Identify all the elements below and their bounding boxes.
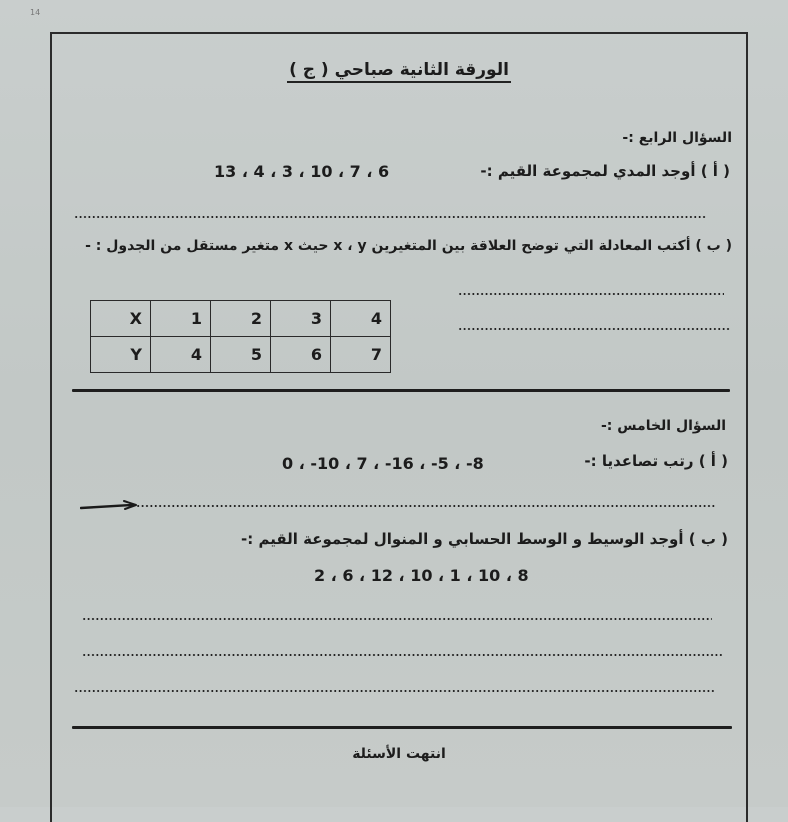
question5-part-b-label: ( ب ) xyxy=(688,530,728,548)
question5-part-a-values: 0 ، -10 ، 7 ، -16 ، -5 ، -8 xyxy=(282,454,484,473)
answer-line[interactable] xyxy=(136,505,716,507)
answer-line[interactable] xyxy=(74,216,706,218)
section-divider xyxy=(72,726,732,729)
question4-part-a-label: ( أ ) xyxy=(700,162,730,180)
table-cell: 7 xyxy=(331,337,391,373)
question5-part-b-text: أوجد الوسيط و الوسط الحسابي و المنوال لمجموعة القيم :- xyxy=(241,530,684,548)
question5-heading: السؤال الخامس :- xyxy=(600,418,726,434)
table-cell: 2 xyxy=(211,301,271,337)
table-cell: 6 xyxy=(271,337,331,373)
question5-part-a xyxy=(584,452,728,470)
question4-heading: السؤال الرابع :- xyxy=(622,130,732,146)
answer-line[interactable] xyxy=(82,654,722,656)
question4-part-a-values: 13 ، 4 ، 3 ، 10 ، 7 ، 6 xyxy=(214,162,390,181)
answer-line[interactable] xyxy=(458,293,724,295)
page-title-text: الورقة الثانية صباحي ( ج ) xyxy=(287,60,511,83)
xy-values-table xyxy=(90,300,391,373)
table-row-y xyxy=(91,337,391,373)
table-row-x xyxy=(91,301,391,337)
table-header-y: Y xyxy=(91,337,151,373)
table-cell: 4 xyxy=(151,337,211,373)
page-number-mark: 14 xyxy=(30,8,41,17)
question4-part-a xyxy=(480,162,730,180)
handwritten-arrow-icon xyxy=(80,500,140,512)
question5-part-a-label: ( أ ) xyxy=(698,452,728,470)
table-header-x: X xyxy=(91,301,151,337)
answer-line[interactable] xyxy=(74,690,714,692)
question4-part-b xyxy=(85,238,732,254)
table-cell: 4 xyxy=(331,301,391,337)
answer-line[interactable] xyxy=(82,618,712,620)
exam-page-frame xyxy=(50,32,748,822)
question4-part-a-text: أوجد المدي لمجموعة القيم :- xyxy=(480,162,696,180)
answer-line[interactable] xyxy=(458,328,730,330)
end-of-questions-text: انتهت الأسئلة xyxy=(352,746,446,762)
question4-part-b-label: ( ب ) xyxy=(695,238,732,254)
question4-part-b-text: أكتب المعادلة التي توضح العلاقة بين المتغيرين x ، y حيث x متغير مستقل من الجدول : - xyxy=(85,238,691,254)
section-divider xyxy=(72,389,730,392)
question5-part-b-values: 2 ، 6 ، 12 ، 10 ، 1 ، 10 ، 8 xyxy=(314,566,529,585)
table-cell: 1 xyxy=(151,301,211,337)
page-title xyxy=(52,60,746,80)
question5-part-a-text: رتب تصاعديا :- xyxy=(584,452,694,470)
question5-part-b xyxy=(241,530,728,548)
table-cell: 3 xyxy=(271,301,331,337)
table-cell: 5 xyxy=(211,337,271,373)
